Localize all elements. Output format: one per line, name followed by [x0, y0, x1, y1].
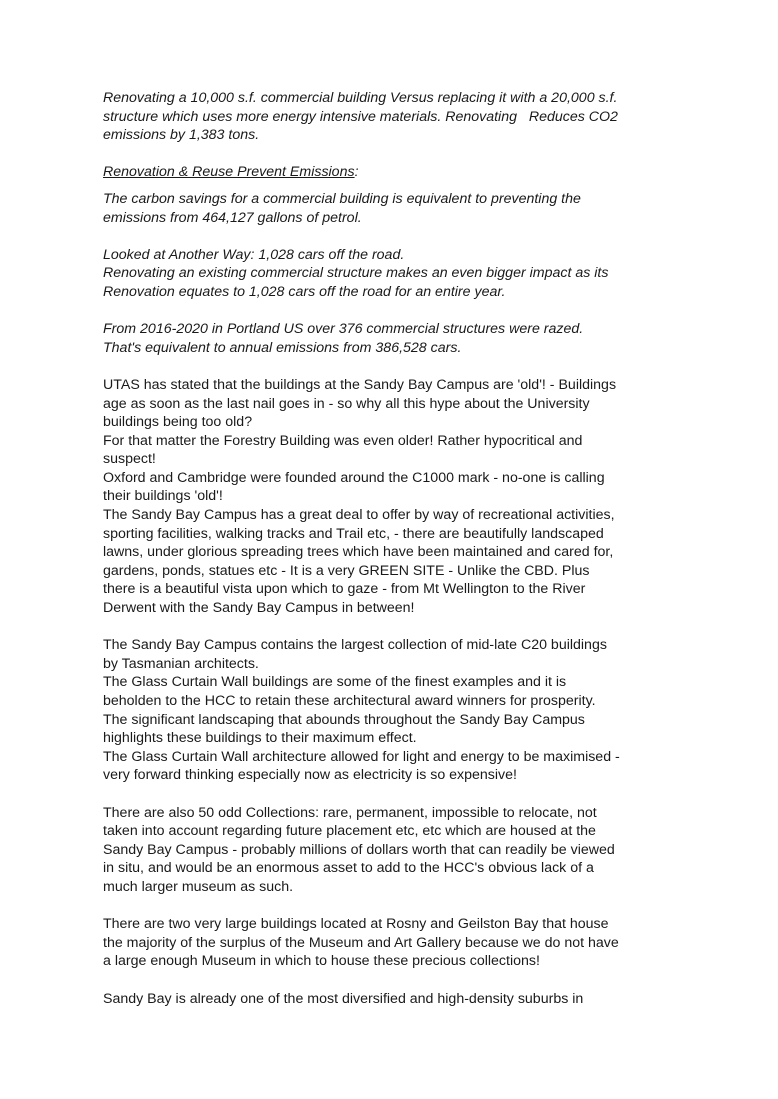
text-line: Sandy Bay is already one of the most diversified and high-density suburbs in — [103, 990, 584, 1007]
text-line: emissions by 1,383 tons. — [103, 127, 260, 144]
text-line: There are also 50 odd Collections: rare, permanent, impossible to relocate, not — [103, 804, 597, 821]
text-line: Looked at Another Way: 1,028 cars off the road. — [103, 246, 405, 263]
heading-colon: : — [354, 164, 359, 181]
section-heading — [103, 163, 683, 182]
text-line: their buildings 'old'! — [103, 488, 223, 505]
text-line: much larger museum as such. — [103, 878, 294, 895]
text-line: a large enough Museum in which to house these precious collections! — [103, 953, 540, 970]
paragraph-utas-old-buildings — [103, 376, 683, 618]
text-line: Renovating a 10,000 s.f. commercial building Versus replacing it with a 20,000 s.f. — [103, 90, 618, 106]
text-line: in situ, and would be an enormous asset to add to the HCC's obvious lack of a — [103, 860, 594, 877]
text-line: sporting facilities, walking tracks and Trail etc, - there are beautifully landscaped — [103, 525, 604, 542]
text-line: suspect! — [103, 451, 156, 468]
paragraph-sandy-bay-density — [103, 990, 683, 1009]
text-line: The Glass Curtain Wall architecture allowed for light and energy to be maximised - — [103, 748, 620, 765]
paragraph-cars-off-road — [103, 246, 683, 302]
text-line: The significant landscaping that abounds throughout the Sandy Bay Campus — [103, 711, 585, 728]
document-body — [103, 89, 683, 1008]
text-line: very forward thinking especially now as electricity is so expensive! — [103, 767, 517, 784]
text-line: there is a beautiful vista upon which to gaze - from Mt Wellington to the River — [103, 581, 586, 598]
heading-text: Renovation & Reuse Prevent Emissions — [103, 164, 355, 181]
paragraph-rosny-geilston — [103, 915, 683, 971]
text-line: emissions from 464,127 gallons of petrol. — [103, 209, 362, 226]
paragraph-collections — [103, 804, 683, 897]
text-line: Renovating an existing commercial structure makes an even bigger impact as its — [103, 265, 609, 282]
text-line: Renovation equates to 1,028 cars off the road for an entire year. — [103, 283, 506, 300]
paragraph-carbon-savings — [103, 190, 683, 227]
text-line: The carbon savings for a commercial building is equivalent to preventing the — [103, 190, 581, 207]
text-line: age as soon as the last nail goes in - so why all this hype about the University — [103, 395, 590, 412]
text-line: highlights these buildings to their maximum effect. — [103, 730, 417, 747]
text-line: The Glass Curtain Wall buildings are some of the finest examples and it is — [103, 674, 567, 691]
text-line: taken into account regarding future placement etc, etc which are housed at the — [103, 823, 596, 840]
text-line: Derwent with the Sandy Bay Campus in between! — [103, 600, 415, 617]
text-line: Sandy Bay Campus - probably millions of dollars worth that can readily be viewed — [103, 841, 615, 858]
text-line: From 2016-2020 in Portland US over 376 commercial structures were razed. — [103, 321, 584, 338]
text-line: structure which uses more energy intensive materials. Renovating Reduces CO2 — [103, 108, 618, 125]
text-line: Oxford and Cambridge were founded around the C1000 mark - no-one is calling — [103, 469, 605, 486]
paragraph-renovating-savings — [103, 89, 683, 145]
text-line: by Tasmanian architects. — [103, 655, 259, 672]
text-line: lawns, under glorious spreading trees which have been maintained and cared for, — [103, 544, 614, 561]
text-line: That's equivalent to annual emissions from 386,528 cars. — [103, 339, 462, 356]
text-line: buildings being too old? — [103, 414, 253, 431]
paragraph-c20-buildings — [103, 636, 683, 785]
paragraph-portland — [103, 320, 683, 357]
text-line: UTAS has stated that the buildings at the Sandy Bay Campus are 'old'! - Buildings — [103, 376, 617, 393]
text-line: For that matter the Forestry Building was even older! Rather hypocritical and — [103, 432, 583, 449]
text-line: The Sandy Bay Campus has a great deal to offer by way of recreational activities, — [103, 507, 615, 524]
text-line: gardens, ponds, statues etc - It is a very GREEN SITE - Unlike the CBD. Plus — [103, 562, 590, 579]
text-line: the majority of the surplus of the Museum and Art Gallery because we do not have — [103, 934, 619, 951]
text-line: The Sandy Bay Campus contains the largest collection of mid-late C20 buildings — [103, 637, 607, 654]
text-line: beholden to the HCC to retain these architectural award winners for prosperity. — [103, 693, 596, 709]
text-line: There are two very large buildings located at Rosny and Geilston Bay that house — [103, 916, 609, 933]
